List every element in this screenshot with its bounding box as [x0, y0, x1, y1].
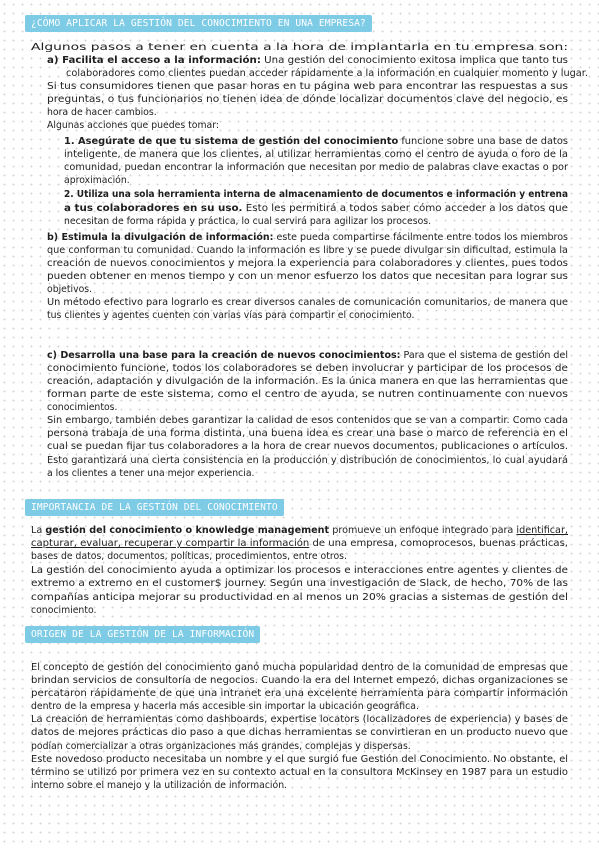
text-line	[64, 136, 568, 148]
line-text: Un método efectivo para lograrlo es crear diversos canales de comunicación comunitarios, de manera que	[47, 297, 568, 308]
line-text: Para que el sistema de gestión del	[400, 350, 568, 361]
text-line	[31, 714, 568, 726]
emphasis-text: 2. Utiliza una sola herramienta interna de almacenamiento de documentos e información y entrena	[64, 189, 568, 200]
text-line	[47, 415, 568, 427]
line-text: creación de nuevos conocimientos y mejora la experiencia para colaboradores y clientes, pues todos	[47, 258, 568, 269]
line-text: Una gestión del conocimiento exitosa implica que tanto tus	[260, 55, 568, 66]
section-heading-como-aplicar: ¿CÓMO APLICAR LA GESTIÓN DEL CONOCIMIENTO EN UNA EMPRESA?	[25, 15, 372, 32]
text-line	[31, 538, 568, 550]
text-line	[47, 389, 568, 401]
line-text: comunidad, puedan encontrar la información que necesitan por medio de palabras clave exactas o por	[64, 162, 568, 173]
line-text: colaboradores como clientes puedan acceder rápidamente a la información en cualquier momento y lugar.	[66, 68, 588, 79]
line-text: de una empresa, comoprocesos, buenas prácticas,	[309, 538, 568, 549]
line-text: datos de mejores prácticas dio paso a que dichas herramientas se convirtieran en un producto nuevo que	[31, 727, 568, 738]
line-text: aproximación.	[64, 175, 130, 186]
line-text: Algunas acciones que puedes tomar:	[47, 120, 220, 131]
line-text: Algunos pasos a tener en cuenta a la hora de implantarla en tu empresa son:	[31, 42, 568, 53]
text-line	[47, 468, 255, 480]
text-line	[31, 741, 411, 753]
line-text: conocimiento.	[31, 605, 97, 616]
text-line	[31, 525, 568, 537]
line-text: término se utilizó por primera vez en su contexto actual en la consultora McKinsey en 1987 para un estudio	[31, 767, 568, 778]
text-line	[47, 363, 568, 375]
line-text: Esto garantizará una cierta consistencia en la producción y distribución de conocimientos, lo cual ayudará	[47, 455, 568, 466]
emphasis-text: b) Estimula la divulgación de información:	[47, 232, 274, 243]
line-text: persona trabaja de una forma distinta, una buena idea es crear una base o marco de referencia en el	[47, 428, 568, 439]
line-text: dentro de la empresa y hacerla más accesible sin importar la ubicación geográfica.	[31, 701, 419, 712]
section-heading-importancia: IMPORTANCIA DE LA GESTIÓN DEL CONOCIMIENTO	[25, 499, 284, 516]
line-text: La creación de herramientas como dashboards, expertise locators (localizadores de experiencia) y bases de	[31, 714, 568, 725]
line-text: bases de datos, documentos, políticas, procedimientos, entre otros.	[31, 551, 347, 562]
text-line	[31, 662, 568, 674]
line-text: brindan servicios de consultoría de negocios. Cuando la era del Internet empezó, dichas organizaciones se	[31, 675, 568, 686]
text-line	[47, 232, 568, 244]
line-text: inteligente, de manera que los clientes, al utilizar herramientas como el centro de ayuda o foro de la	[64, 149, 568, 160]
text-line	[31, 605, 96, 617]
line-text: cual se puedan fijar tus colaboradores a la hora de crear nuevos documentos, publicaciones o artículos.	[47, 441, 568, 452]
text-line	[31, 780, 287, 792]
text-line	[64, 175, 130, 187]
underlined-text: capturar, evaluar, recuperar y compartir la información	[31, 538, 310, 549]
text-line	[47, 428, 568, 440]
text-line	[47, 284, 92, 296]
text-line	[47, 455, 568, 467]
text-line	[64, 189, 568, 201]
text-line	[47, 271, 568, 283]
line-text: conocimiento funcione, todos los colaboradores se deben involucrar y participar de los procesos de	[47, 363, 568, 374]
line-text: El concepto de gestión del conocimiento ganó mucha popularidad dentro de la comunidad de empresas que	[31, 662, 568, 673]
text-line	[31, 675, 568, 687]
line-text: este pueda compartirse fácilmente entre todos los miembros	[273, 232, 568, 243]
line-text: tus clientes y agentes cuenten con varias vías para compartir el conocimiento.	[47, 310, 415, 321]
line-text: extremo a extremo en el customer$ journey. Según una investigación de Slack, de hecho, 70% de las	[31, 578, 568, 589]
line-text: percataron rápidamente de que una intranet era una excelente herramienta para compartir información	[31, 688, 568, 699]
line-text: interno sobre el manejo y la utilización de información.	[31, 780, 288, 791]
emphasis-text: c) Desarrolla una base para la creación de nuevos conocimientos:	[47, 350, 401, 361]
underlined-text: identificar,	[516, 525, 568, 536]
emphasis-text: 1. Asegúrate de que tu sistema de gestión del conocimiento	[64, 136, 399, 147]
text-line	[64, 162, 568, 174]
line-text: preguntas, o tus funcionarios no tienen idea de dónde localizar documentos clave del negocio, es	[47, 94, 568, 105]
text-line	[47, 107, 157, 119]
emphasis-text: a) Facilita el acceso a la información:	[47, 55, 261, 66]
text-line	[31, 701, 419, 713]
line-text: podían comercializar a otras organizaciones más grandes, complejas y dispersas.	[31, 741, 411, 752]
text-line	[47, 258, 568, 270]
line-text: funcione sobre una base de datos	[398, 136, 568, 147]
text-line	[47, 297, 568, 309]
text-line	[31, 565, 568, 577]
text-line	[31, 688, 568, 700]
text-line	[47, 55, 568, 67]
text-line	[31, 767, 568, 779]
line-text: forman parte de este sistema, como el centro de ayuda, se nutren continuamente con nuevos	[47, 389, 568, 400]
line-text: necesitan de forma rápida y práctica, lo cual servirá para agilizar los procesos.	[64, 216, 432, 227]
text-line	[31, 551, 347, 563]
text-line	[64, 203, 568, 215]
line-text: Esto les permitirá a todos saber cómo acceder a los datos que	[242, 203, 568, 214]
line-text: creación, adaptación y divulgación de la información. Es la única manera en que las herramientas que	[47, 376, 568, 387]
text-line	[31, 727, 568, 739]
text-line	[47, 94, 568, 106]
line-text: conocimientos.	[47, 402, 118, 413]
text-line	[47, 81, 568, 93]
line-text: a los clientes a tener una mejor experiencia.	[47, 468, 255, 479]
text-line	[47, 376, 568, 388]
line-text: La gestión del conocimiento ayuda a optimizar los procesos e interacciones entre agentes y clientes de	[31, 565, 568, 576]
text-line	[31, 578, 568, 590]
line-text: pueden obtener en menos tiempo y con un menor esfuerzo los datos que necesitan para lograr sus	[47, 271, 568, 282]
text-line	[31, 42, 568, 54]
text-line	[47, 310, 414, 322]
line-text: La	[31, 525, 46, 536]
text-line	[47, 245, 568, 257]
line-text: Si tus consumidores tienen que pasar horas en tu página web para encontrar las respuestas a sus	[47, 81, 568, 92]
line-text: que conforman tu comunidad. Cuando la información es libre y se puede divulgar sin dificultad, estimula la	[47, 245, 568, 256]
section-heading-origen: ORIGEN DE LA GESTIÓN DE LA INFORMACIÓN	[25, 626, 260, 643]
text-line	[47, 120, 219, 132]
text-line	[31, 592, 568, 604]
line-text: Este novedoso producto necesitaba un nombre y el que surgió fue Gestión del Conocimiento. No obstante, el	[31, 754, 568, 765]
text-line	[66, 68, 588, 80]
text-line	[47, 402, 117, 414]
text-line	[47, 441, 568, 453]
text-line	[64, 216, 431, 228]
line-text: Sin embargo, también debes garantizar la calidad de esos contenidos que se van a compartir. Como cada	[47, 415, 568, 426]
line-text: hora de hacer cambios.	[47, 107, 157, 118]
emphasis-text: gestión del conocimiento o knowledge management	[45, 525, 330, 536]
text-line	[64, 149, 568, 161]
line-text: objetivos.	[47, 284, 93, 295]
text-line	[31, 754, 568, 766]
line-text: compañías anticipa mejorar su productividad en al menos un 20% gracias a sistemas de gestión del	[31, 592, 568, 603]
line-text: promueve un enfoque integrado para	[329, 525, 517, 536]
emphasis-text: a tus colaboradores en su uso.	[64, 203, 243, 214]
text-line	[47, 350, 568, 362]
